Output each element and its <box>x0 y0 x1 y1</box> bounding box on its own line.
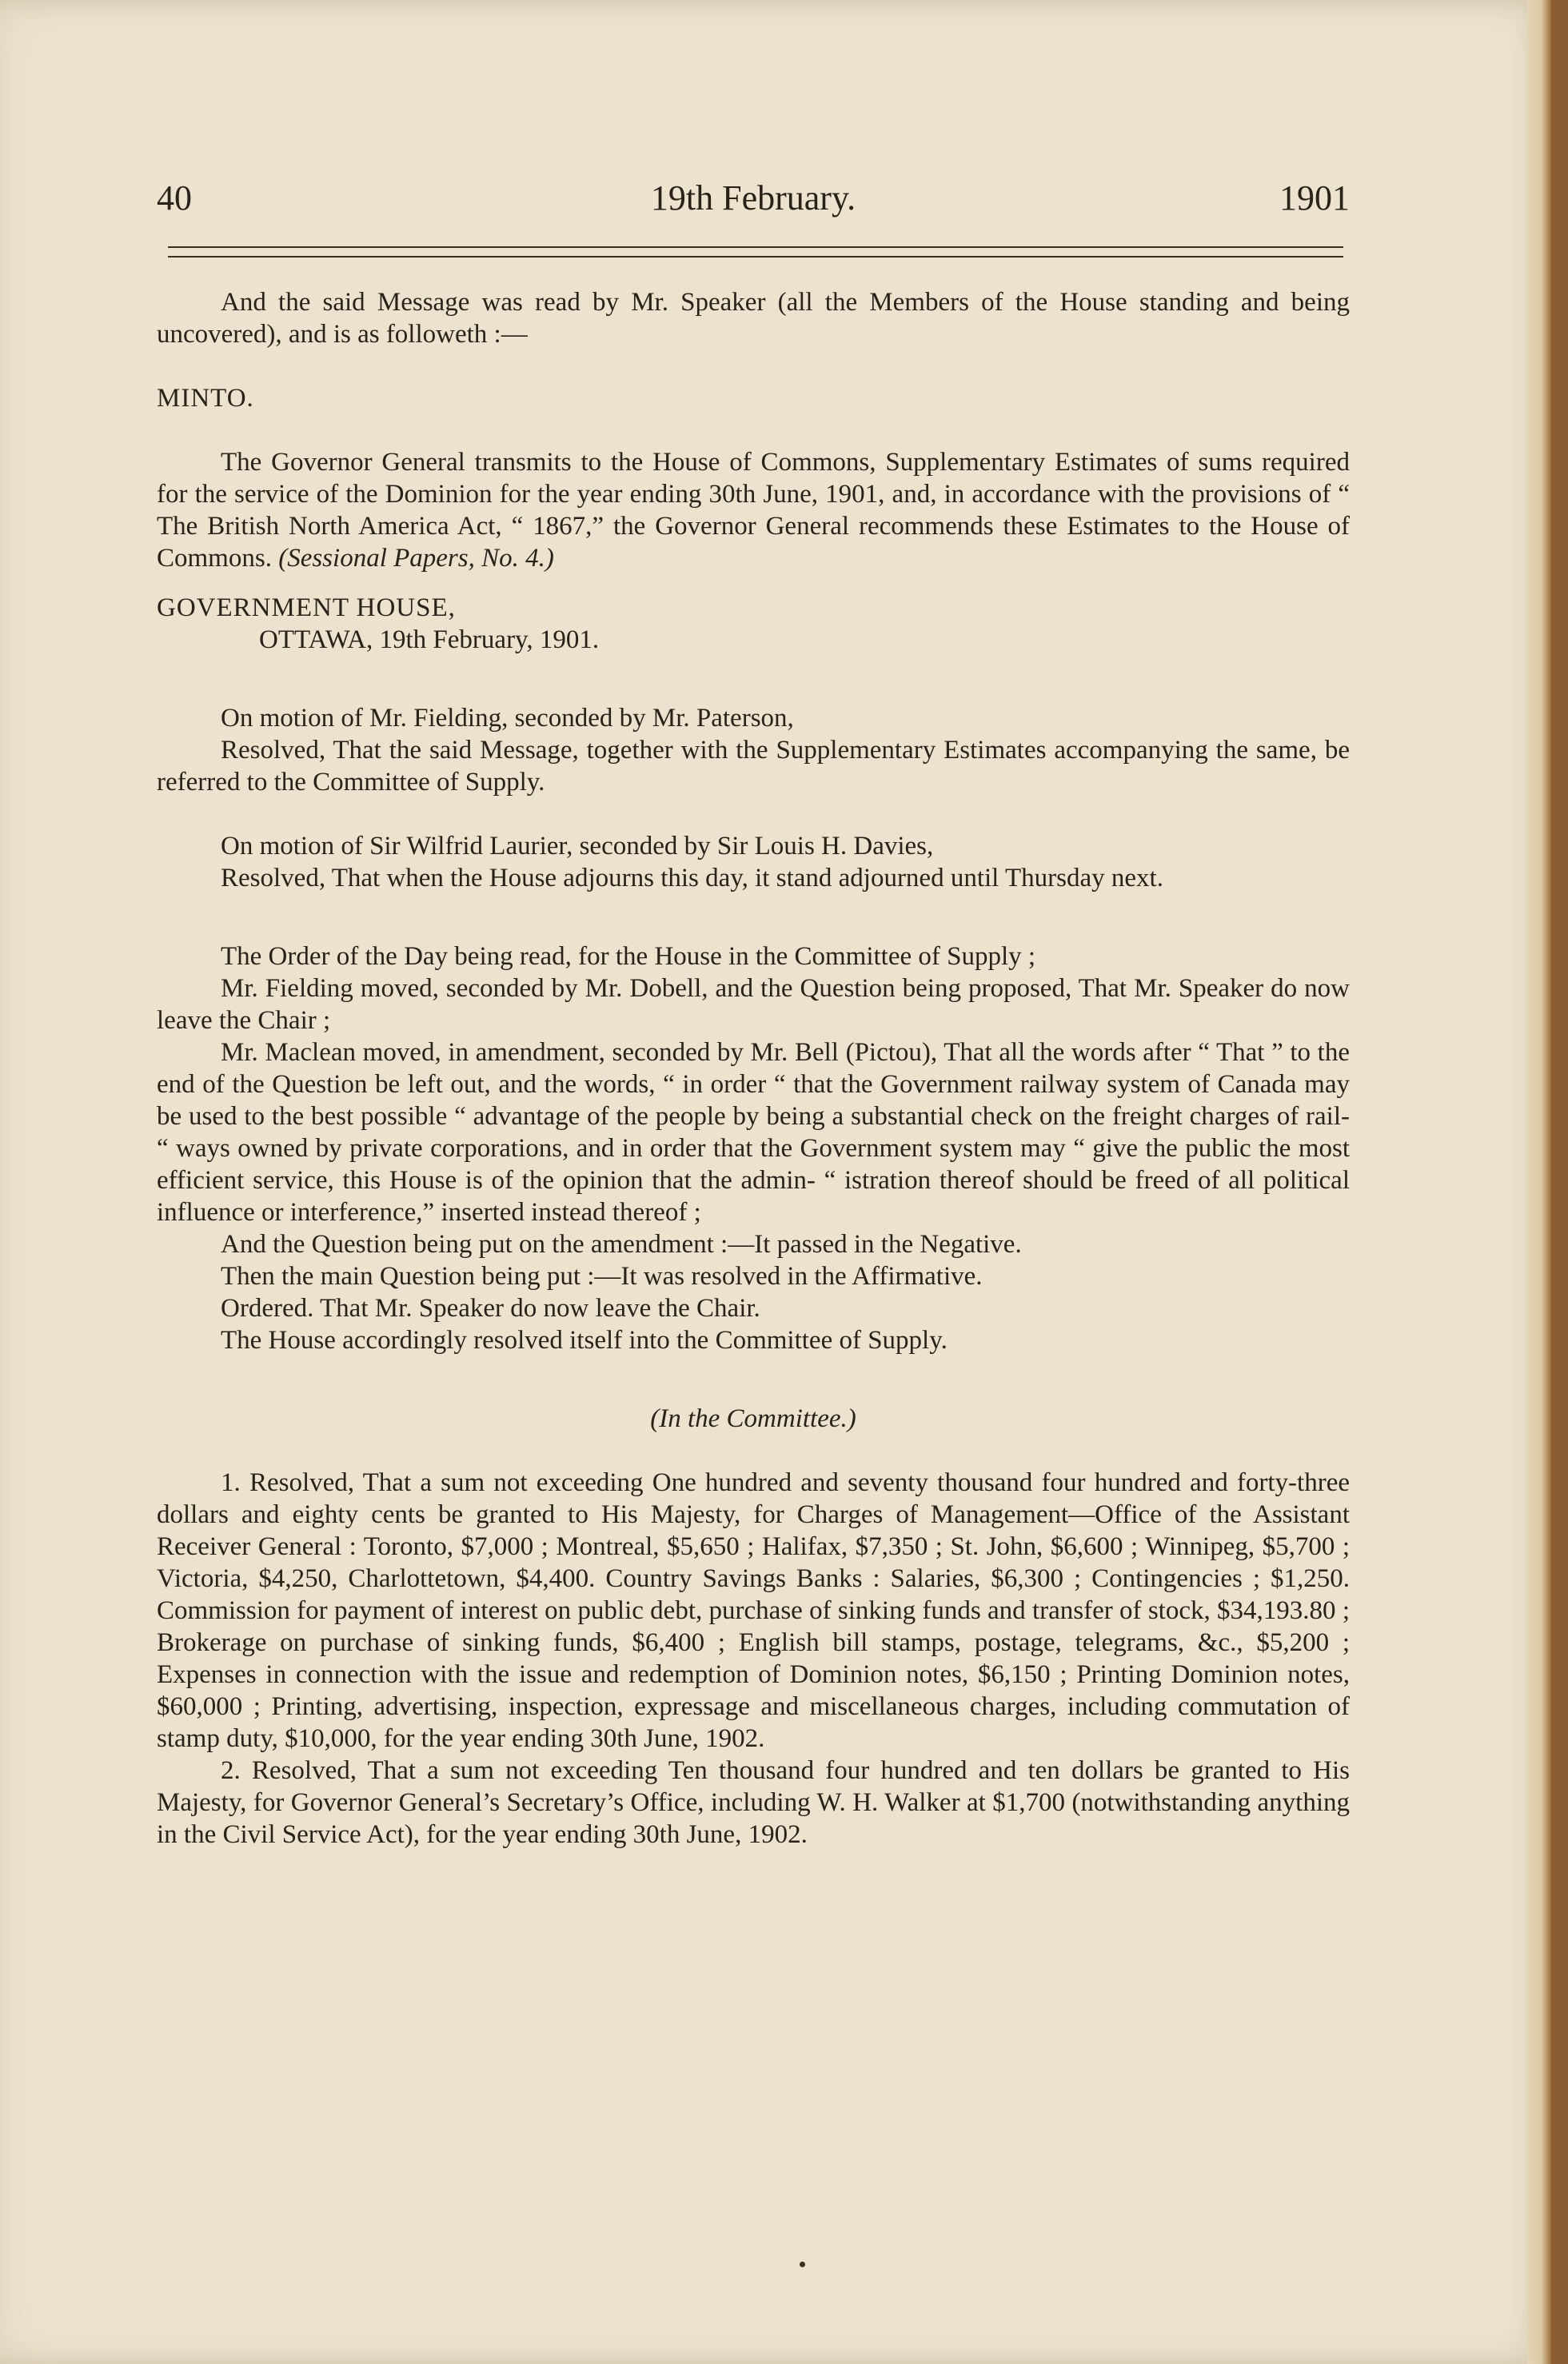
house-resolved: The House accordingly resolved itself into the Committee of Supply. <box>221 1326 948 1355</box>
resolution-2: 2. Resolved, That a sum not exceeding Ten thousand four hundred and ten dollars be granted to His Majesty, for Governor General’s Secretary’s Office, including W. H. Walker at $1,700 (notwithstanding anything in the Civil Service Act), for the year ending 30th June, 1902. <box>157 1756 1350 1849</box>
signature: MINTO. <box>157 384 254 413</box>
message-read-paragraph: And the said Message was read by Mr. Speaker (all the Members of the House standing and being uncovered), and is as followeth :— <box>157 288 1350 349</box>
page-date: 19th February. <box>650 178 856 218</box>
resolution-1: 1. Resolved, That a sum not exceeding One hundred and seventy thousand four hundred and forty-three dollars and eighty cents be granted to His Majesty, for Charges of Management—Office of the Assistant Receiver General : Toronto, $7,000 ; Montreal, $5,650 ; Halifax, $7,350 ; St. John, $6,600 ; Winnipeg, $5,700 ; Victoria, $4,250, Charlottetown, $4,400. Country Savings Banks : Salaries, $6,300 ; Contingencies ; $1,250. Commission for payment of interest on public debt, purchase of sinking funds and transfer of stock, $34,193.80 ; Brokerage on purchase of sinking funds, $6,400 ; English bill stamps, postage, telegrams, &c., $5,200 ; Expenses in connection with the issue and redemption of Dominion notes, $6,150 ; Printing Dominion notes, $60,000 ; Printing, advertising, inspection, expressage and miscellaneous charges, including commutation of stamp duty, $10,000, for the year ending 30th June, 1902. <box>157 1468 1350 1753</box>
message-text-paragraph <box>157 446 1350 574</box>
page-number: 40 <box>157 178 192 218</box>
main-question-result: Then the main Question being put :—It was resolved in the Affirmative. <box>221 1262 983 1291</box>
page-edge <box>1527 0 1551 2364</box>
page-header <box>157 178 1350 226</box>
maclean-amendment: Mr. Maclean moved, in amendment, seconded by Mr. Bell (Pictou), That all the words after “ That ” to the end of the Question be left out, and the words, “ in order “ that the Government railway system of Canada may be used to the best possible “ advantage of the people by being a substantial check on the freight charges of rail- “ ways owned by private corporations, and in order that the Government system may “ give the public the most efficient service, this House is of the opinion that the admin- “ istration thereof should be freed of all political influence or interference,” inserted instead thereof ; <box>157 1038 1350 1227</box>
ink-dot <box>800 2262 805 2267</box>
header-rule-top <box>168 246 1343 248</box>
motion-2-intro: On motion of Sir Wilfrid Laurier, seconded by Sir Louis H. Davies, <box>221 832 934 861</box>
motion-1-resolved: Resolved, That the said Message, together with the Supplementary Estimates accompanying the same, be referred to the Committee of Supply. <box>157 736 1350 797</box>
ordered-line: Ordered. That Mr. Speaker do now leave the Chair. <box>221 1294 760 1323</box>
message-text: The Governor General transmits to the House of Commons, Supplementary Estimates of sums required for the service of the Dominion for the year ending 30th June, 1901, and, in accordance with the provisions of “ The British North America Act, “ 1867,” the Governor General recommends these Estimates to the House of Commons. <box>157 448 1350 573</box>
place-line-2: OTTAWA, 19th February, 1901. <box>259 625 600 654</box>
order-of-day: The Order of the Day being read, for the House in the Committee of Supply ; <box>221 942 1036 971</box>
motion-2-resolved: Resolved, That when the House adjourns this day, it stand adjourned until Thursday next. <box>221 864 1163 892</box>
page-body <box>157 286 1350 1851</box>
place-line-1: GOVERNMENT HOUSE, <box>157 593 456 622</box>
header-rule-bottom <box>168 256 1343 258</box>
fielding-motion: Mr. Fielding moved, seconded by Mr. Dobell, and the Question being proposed, That Mr. Speaker do now leave the Chair ; <box>157 974 1350 1035</box>
in-committee-heading: (In the Committee.) <box>650 1404 856 1433</box>
motion-1-intro: On motion of Mr. Fielding, seconded by Mr. Paterson, <box>221 704 794 733</box>
sessional-reference: (Sessional Papers, No. 4.) <box>278 544 554 573</box>
amendment-result: And the Question being put on the amendment :—It passed in the Negative. <box>221 1230 1022 1259</box>
page-year: 1901 <box>1279 178 1350 218</box>
